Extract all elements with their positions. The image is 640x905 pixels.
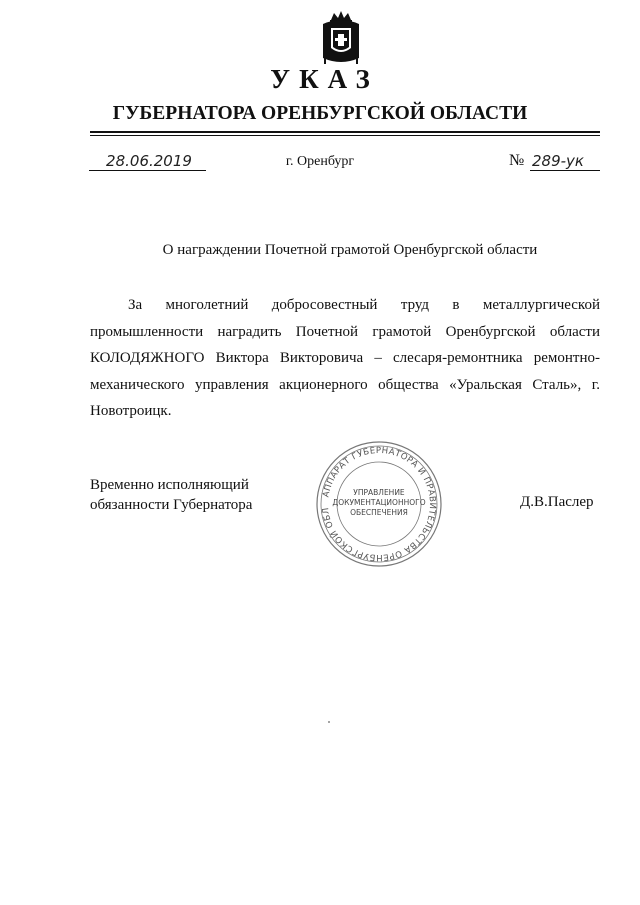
document-date: 28.06.2019 (106, 152, 192, 170)
number-underline (530, 170, 600, 171)
document-number: 289-ук (532, 152, 584, 170)
page-speck (328, 721, 330, 723)
signatory-role (90, 475, 290, 515)
document-city: г. Оренбург (285, 154, 355, 169)
decree-subject: О награждении Почетной грамотой Оренбургской области (162, 242, 538, 258)
coat-of-arms-icon (319, 10, 363, 66)
signatory-role-line2: обязанности Губернатора (90, 497, 253, 513)
header-rule-thick (90, 131, 600, 133)
decree-body: За многолетний добросовестный труд в металлургической промышленности наградить Почетной грамотой Оренбургской области КОЛОДЯЖНОГО Виктора Викторовича – слесаря-ремонтника ремонтно-механического управления акционерного общества «Уральская Сталь», г. Новотроицк. (90, 297, 600, 419)
stamp-center-line1: УПРАВЛЕНИЕ (353, 488, 405, 497)
signatory-role-line1: Временно исполняющий (90, 477, 249, 493)
document-type-title: УКАЗ (270, 64, 379, 94)
stamp-ring-text: АППАРАТ ГУБЕРНАТОРА И ПРАВИТЕЛЬСТВА ОРЕНБУРГСКОЙ ОБЛ (321, 445, 438, 563)
issuer-title: ГУБЕРНАТОРА ОРЕНБУРГСКОЙ ОБЛАСТИ (112, 103, 528, 124)
official-stamp (315, 440, 443, 568)
stamp-center-line3: ОБЕСПЕЧЕНИЯ (350, 508, 408, 517)
number-label: № (509, 152, 525, 169)
signatory-name: Д.В.Паслер (520, 494, 594, 510)
date-underline (89, 170, 206, 171)
header-rule-thin (90, 135, 600, 136)
stamp-center-line2: ДОКУМЕНТАЦИОННОГО (332, 498, 426, 507)
